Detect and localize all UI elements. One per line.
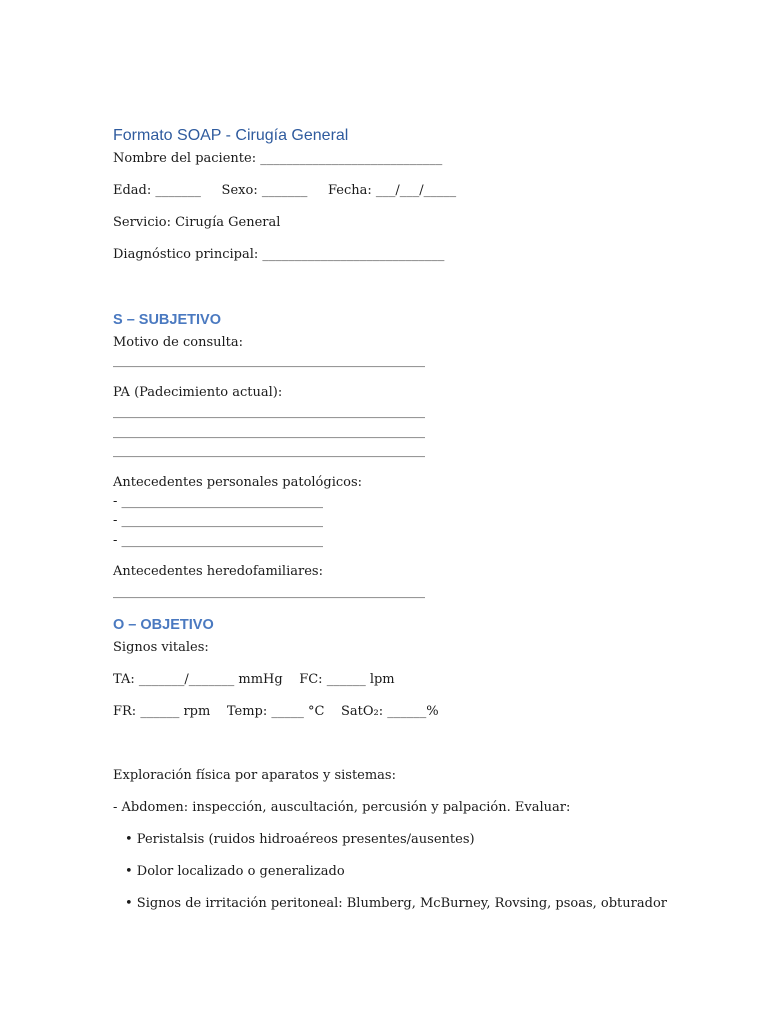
subjective-heading: S – SUBJETIVO (113, 312, 221, 328)
exploration-label: Exploración física por aparatos y sistemas: (113, 768, 396, 783)
abdomen-item: • Peristalsis (ruidos hidroaéreos presentes/ausentes) (125, 832, 475, 847)
app-label: Antecedentes personales patológicos: (113, 475, 363, 490)
app-item: - _______________________________ (113, 494, 324, 509)
abdomen-item: • Signos de irritación peritoneal: Blumberg, McBurney, Rovsing, psoas, obturador (125, 896, 667, 911)
abdomen-line: - Abdomen: inspección, auscultación, percusión y palpación. Evaluar: (113, 800, 571, 815)
ahf-label: Antecedentes heredofamiliares: (113, 564, 323, 579)
document-title: Formato SOAP - Cirugía General (113, 127, 349, 144)
vitals-label: Signos vitales: (113, 640, 209, 655)
vitals-line-2: FR: ______ rpm Temp: _____ °C SatO₂: ______% (113, 704, 439, 719)
abdomen-item: • Dolor localizado o generalizado (125, 864, 345, 879)
pa-label: PA (Padecimiento actual): (113, 385, 283, 400)
motivo-line: ________________________________________________ (113, 353, 425, 368)
age-sex-date-field: Edad: _______ Sexo: _______ Fecha: ___/___/_____ (113, 183, 457, 198)
vitals-line-1: TA: _______/_______ mmHg FC: ______ lpm (113, 672, 395, 687)
diagnosis-field: Diagnóstico principal: ____________________________ (113, 247, 445, 262)
service-field: Servicio: Cirugía General (113, 215, 281, 230)
objective-heading: O – OBJETIVO (113, 617, 214, 633)
pa-line: ________________________________________________ (113, 424, 425, 439)
pa-line: ________________________________________________ (113, 404, 425, 419)
ahf-line: ________________________________________________ (113, 584, 425, 599)
patient-name-field: Nombre del paciente: ____________________________ (113, 151, 443, 166)
motivo-label: Motivo de consulta: (113, 335, 244, 350)
app-item: - _______________________________ (113, 533, 324, 548)
pa-line: ________________________________________________ (113, 443, 425, 458)
app-item: - _______________________________ (113, 513, 324, 528)
